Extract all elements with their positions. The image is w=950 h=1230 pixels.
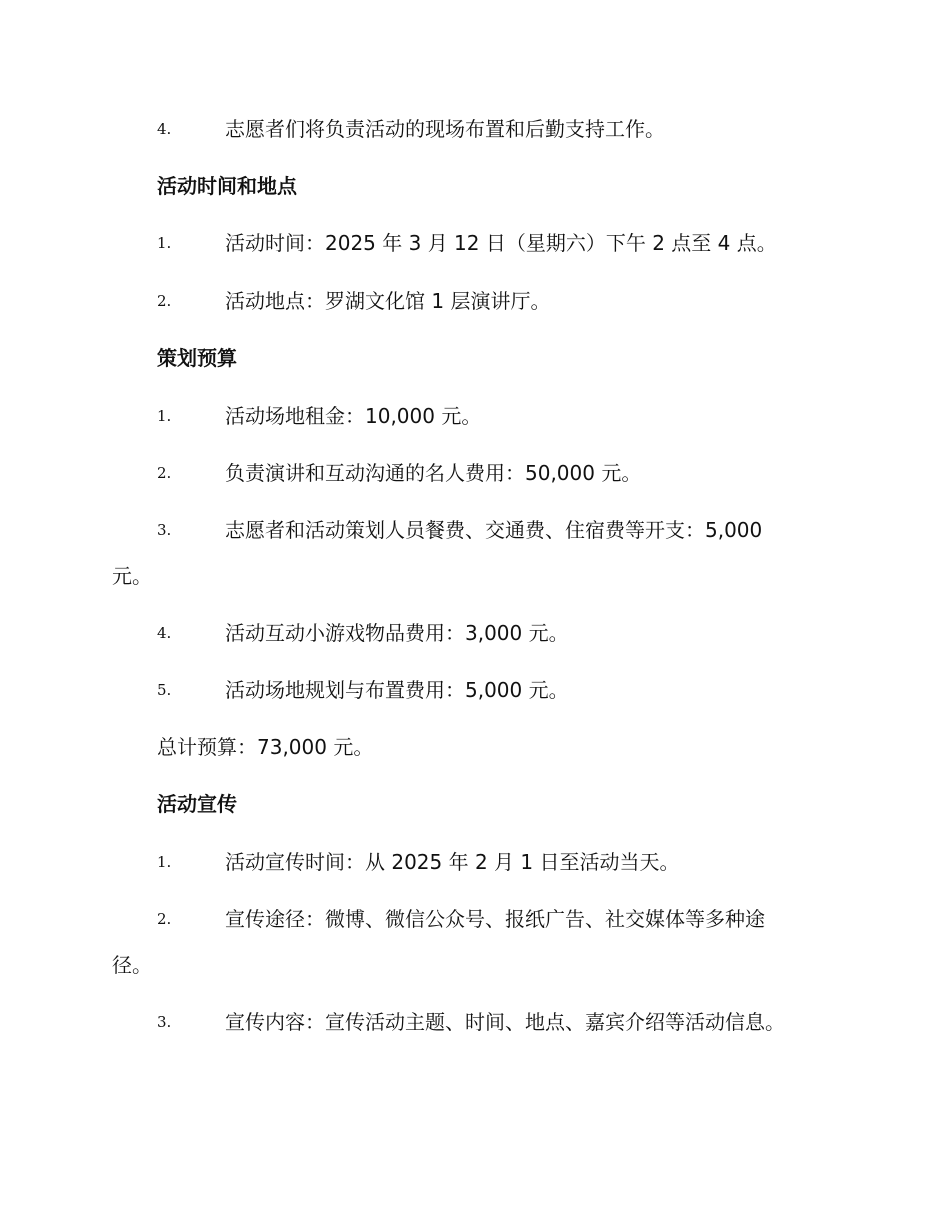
list-number: 4. <box>157 624 172 642</box>
list-number: 2. <box>157 464 172 482</box>
list-text: 宣传途径：微博、微信公众号、报纸广告、社交媒体等多种途 <box>225 907 765 931</box>
list-number: 5. <box>157 681 172 699</box>
list-number: 1. <box>157 234 172 252</box>
list-text: 志愿者们将负责活动的现场布置和后勤支持工作。 <box>225 117 665 141</box>
list-text: 活动地点：罗湖文化馆 1 层演讲厅。 <box>225 289 551 313</box>
list-number: 4. <box>157 120 172 138</box>
list-text: 活动宣传时间：从 2025 年 2 月 1 日至活动当天。 <box>225 850 680 874</box>
list-text: 活动互动小游戏物品费用：3,000 元。 <box>225 621 569 645</box>
list-text: 活动场地规划与布置费用：5,000 元。 <box>225 678 569 702</box>
list-text: 负责演讲和互动沟通的名人费用：50,000 元。 <box>225 461 642 485</box>
list-number: 2. <box>157 910 172 928</box>
section-heading-promotion: 活动宣传 <box>157 792 237 816</box>
list-number: 1. <box>157 407 172 425</box>
section-heading-budget: 策划预算 <box>157 346 237 370</box>
list-number: 3. <box>157 521 172 539</box>
list-number: 1. <box>157 853 172 871</box>
budget-total: 总计预算：73,000 元。 <box>157 735 374 759</box>
list-text: 活动场地租金：10,000 元。 <box>225 404 482 428</box>
list-text: 宣传内容：宣传活动主题、时间、地点、嘉宾介绍等活动信息。 <box>225 1010 785 1034</box>
section-heading-time-place: 活动时间和地点 <box>157 174 297 198</box>
list-number: 3. <box>157 1013 172 1031</box>
list-text-continuation: 元。 <box>112 564 152 588</box>
list-number: 2. <box>157 292 172 310</box>
list-text: 志愿者和活动策划人员餐费、交通费、住宿费等开支：5,000 <box>225 518 763 542</box>
list-text: 活动时间：2025 年 3 月 12 日（星期六）下午 2 点至 4 点。 <box>225 231 777 255</box>
list-text-continuation: 径。 <box>112 953 152 977</box>
